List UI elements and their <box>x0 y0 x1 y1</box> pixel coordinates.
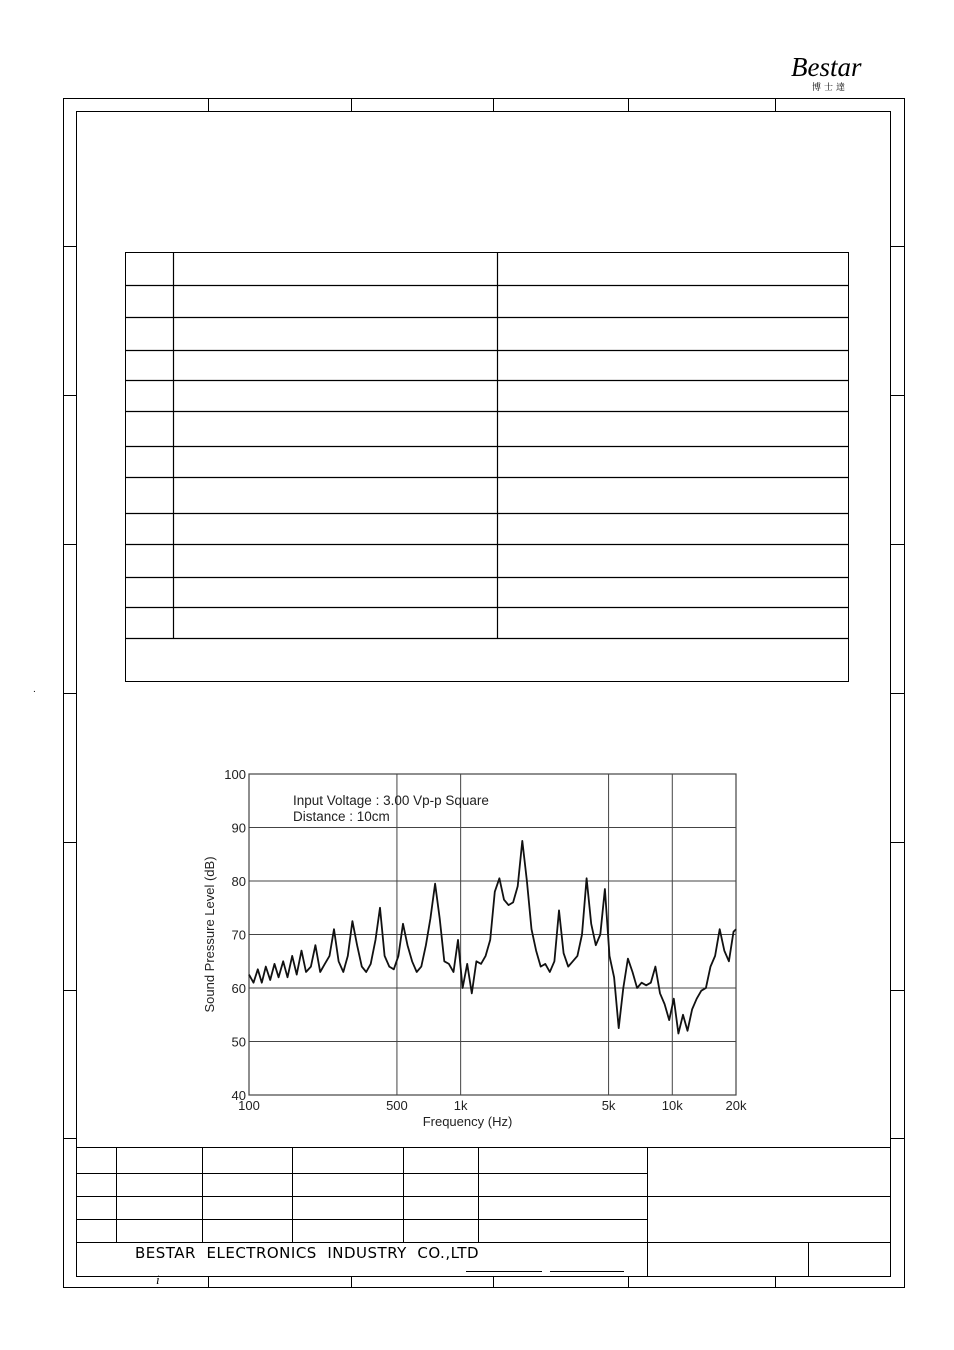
specification-table-grid <box>125 252 849 682</box>
chart-annotation: Input Voltage : 3.00 Vp-p Square <box>293 793 489 808</box>
x-tick-label: 20k <box>725 1098 747 1113</box>
y-tick-label: 50 <box>231 1034 246 1050</box>
frequency-response-chart <box>190 760 760 1140</box>
left-zone-tick <box>63 990 76 991</box>
bottom-zone-tick <box>775 1277 776 1288</box>
x-axis-label: Frequency (Hz) <box>422 1114 513 1129</box>
y-tick-label: 40 <box>231 1088 246 1103</box>
x-tick-label: 500 <box>386 1098 408 1113</box>
x-tick-label: 100 <box>238 1098 260 1113</box>
top-zone-tick <box>493 98 494 111</box>
margin-mark: . <box>33 684 36 695</box>
company-name: BESTAR ELECTRONICS INDUSTRY CO.,LTD <box>135 1244 480 1262</box>
revision-mark: i <box>156 1272 160 1287</box>
top-zone-tick <box>351 98 352 111</box>
bottom-zone-tick <box>208 1277 209 1288</box>
bottom-zone-tick <box>628 1277 629 1288</box>
x-tick-label: 10k <box>661 1098 683 1113</box>
y-axis-label: Sound Pressure Level (dB) <box>202 856 217 1013</box>
left-zone-tick <box>63 693 76 694</box>
left-zone-tick <box>63 544 76 545</box>
right-zone-tick <box>891 544 905 545</box>
top-zone-tick <box>628 98 629 111</box>
right-zone-tick <box>891 990 905 991</box>
top-zone-tick <box>775 98 776 111</box>
chart-annotation: Distance : 10cm <box>293 809 390 824</box>
right-zone-tick <box>891 842 905 843</box>
y-tick-label: 70 <box>231 927 246 943</box>
right-zone-tick <box>891 246 905 247</box>
top-zone-tick <box>208 98 209 111</box>
left-zone-tick <box>63 395 76 396</box>
right-zone-tick <box>891 395 905 396</box>
specification-table <box>125 252 849 682</box>
left-zone-tick <box>63 1138 76 1139</box>
left-zone-tick <box>63 246 76 247</box>
bottom-zone-tick <box>493 1277 494 1288</box>
y-tick-label: 60 <box>231 981 246 996</box>
brand-logo: Bestar <box>791 52 862 82</box>
x-tick-label: 5k <box>601 1098 616 1113</box>
response-curve <box>249 841 736 1034</box>
y-tick-label: 80 <box>231 874 246 889</box>
y-tick-label: 90 <box>231 820 246 836</box>
left-zone-tick <box>63 842 76 843</box>
brand-logo-subtitle: 博士達 <box>812 83 849 93</box>
bottom-zone-tick <box>351 1277 352 1288</box>
right-zone-tick <box>891 693 905 694</box>
x-tick-label: 1k <box>453 1098 468 1113</box>
right-zone-tick <box>891 1138 905 1139</box>
y-tick-label: 100 <box>224 767 246 782</box>
